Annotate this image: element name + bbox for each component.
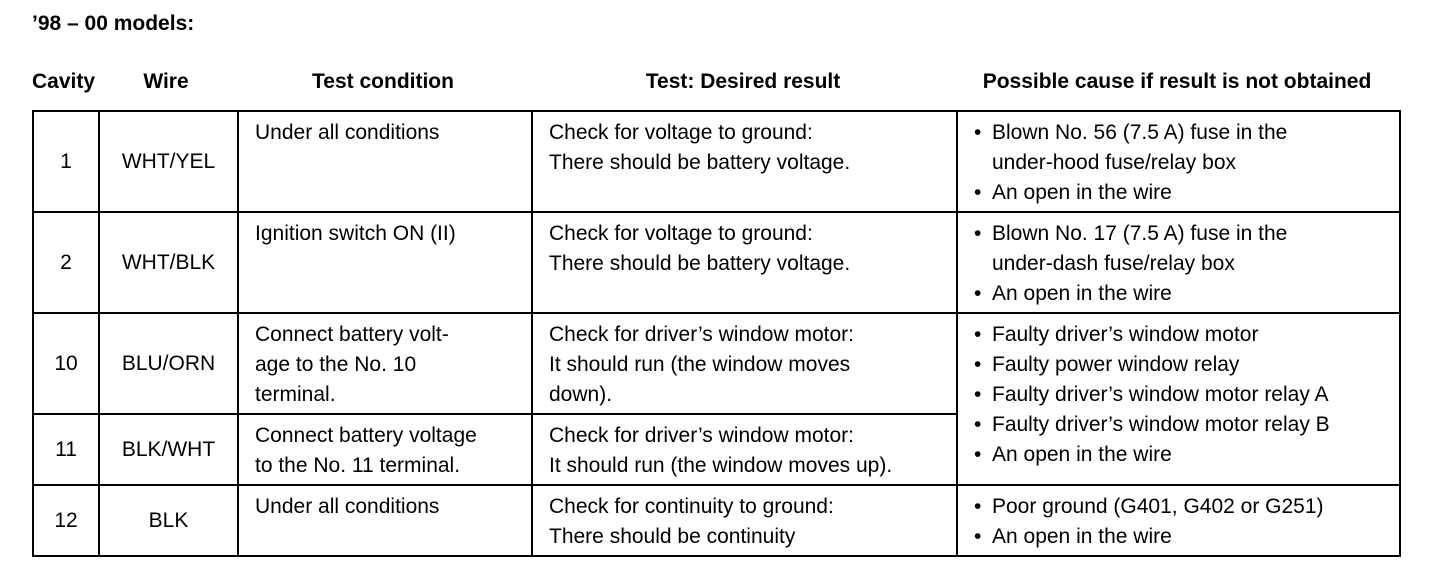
cause-item: [974, 440, 1389, 470]
cavity-cell: 10: [33, 313, 99, 414]
header-test-result: Test: Desired result: [645, 70, 841, 93]
cause-cell-shared: [957, 313, 1400, 485]
cause-item: [974, 492, 1389, 522]
cause-text: • An open in the wire: [992, 181, 1172, 204]
condition-cell: [238, 212, 532, 313]
condition-line: Ignition switch ON (II): [255, 222, 456, 245]
result-line: Check for voltage to ground:: [549, 222, 813, 245]
cause-cell: [957, 485, 1400, 556]
cause-item: [974, 178, 1389, 208]
result-line: Check for driver’s window motor:: [549, 323, 854, 346]
cause-cell: [957, 111, 1400, 212]
cause-text: • Faulty driver’s window motor relay A: [992, 383, 1329, 406]
cause-item: [974, 410, 1389, 440]
cavity-cell: 11: [33, 414, 99, 485]
spec-table: [32, 110, 1401, 557]
cause-text: under-dash fuse/relay box: [992, 252, 1235, 275]
condition-line: Under all conditions: [255, 121, 440, 144]
cause-cell: [957, 212, 1400, 313]
cause-text: • An open in the wire: [992, 525, 1172, 548]
header-test-condition: Test condition: [312, 70, 454, 93]
condition-line: age to the No. 10: [255, 353, 417, 376]
condition-line: Connect battery volt-: [255, 323, 449, 346]
condition-cell: [238, 111, 532, 212]
condition-line: Under all conditions: [255, 495, 440, 518]
cause-item: [974, 219, 1389, 279]
cavity-cell: 1: [33, 111, 99, 212]
result-cell: [532, 111, 957, 212]
condition-cell: [238, 414, 532, 485]
condition-cell: [238, 313, 532, 414]
cause-text: under-hood fuse/relay box: [992, 151, 1236, 174]
wire-cell: BLK/WHT: [99, 414, 238, 485]
result-line: There should be battery voltage.: [549, 151, 851, 174]
table-row: [33, 485, 1400, 556]
cause-text: • An open in the wire: [992, 443, 1172, 466]
condition-line: terminal.: [255, 383, 336, 406]
page-title: ’98 – 00 models:: [32, 12, 195, 35]
result-cell: [532, 414, 957, 485]
result-line: There should be battery voltage.: [549, 252, 851, 275]
wire-cell: BLU/ORN: [99, 313, 238, 414]
table-row: [33, 313, 1400, 414]
table-row: [33, 111, 1400, 212]
wire-cell: BLK: [99, 485, 238, 556]
wire-cell: WHT/BLK: [99, 212, 238, 313]
result-line: Check for voltage to ground:: [549, 121, 813, 144]
cause-text: • Faulty driver’s window motor: [992, 323, 1259, 346]
result-line: It should run (the window moves: [549, 353, 851, 376]
cause-text: • Faulty driver’s window motor relay B: [992, 413, 1330, 436]
condition-line: Connect battery voltage: [255, 424, 477, 447]
table-row: [33, 212, 1400, 313]
result-line: Check for driver’s window motor:: [549, 424, 854, 447]
header-cavity: Cavity: [32, 70, 96, 93]
cause-item: [974, 118, 1389, 178]
header-wire: Wire: [143, 70, 189, 93]
result-cell: [532, 313, 957, 414]
cause-item: [974, 380, 1389, 410]
wire-cell: WHT/YEL: [99, 111, 238, 212]
result-line: There should be continuity: [549, 525, 796, 548]
cause-text: • Blown No. 17 (7.5 A) fuse in the: [992, 222, 1288, 245]
result-line: down).: [549, 383, 613, 406]
cavity-cell: 2: [33, 212, 99, 313]
cause-text: • Blown No. 56 (7.5 A) fuse in the: [992, 121, 1288, 144]
result-line: It should run (the window moves up).: [549, 454, 893, 477]
result-cell: [532, 212, 957, 313]
header-possible-cause: Possible cause if result is not obtained: [982, 70, 1372, 93]
result-line: Check for continuity to ground:: [549, 495, 834, 518]
cavity-cell: 12: [33, 485, 99, 556]
cause-item: [974, 522, 1389, 552]
condition-cell: [238, 485, 532, 556]
cause-item: [974, 350, 1389, 380]
cause-text: • Poor ground (G401, G402 or G251): [992, 495, 1324, 518]
result-cell: [532, 485, 957, 556]
cause-text: • An open in the wire: [992, 282, 1172, 305]
cause-item: [974, 320, 1389, 350]
cause-item: [974, 279, 1389, 309]
cause-text: • Faulty power window relay: [992, 353, 1240, 376]
condition-line: to the No. 11 terminal.: [255, 454, 461, 477]
